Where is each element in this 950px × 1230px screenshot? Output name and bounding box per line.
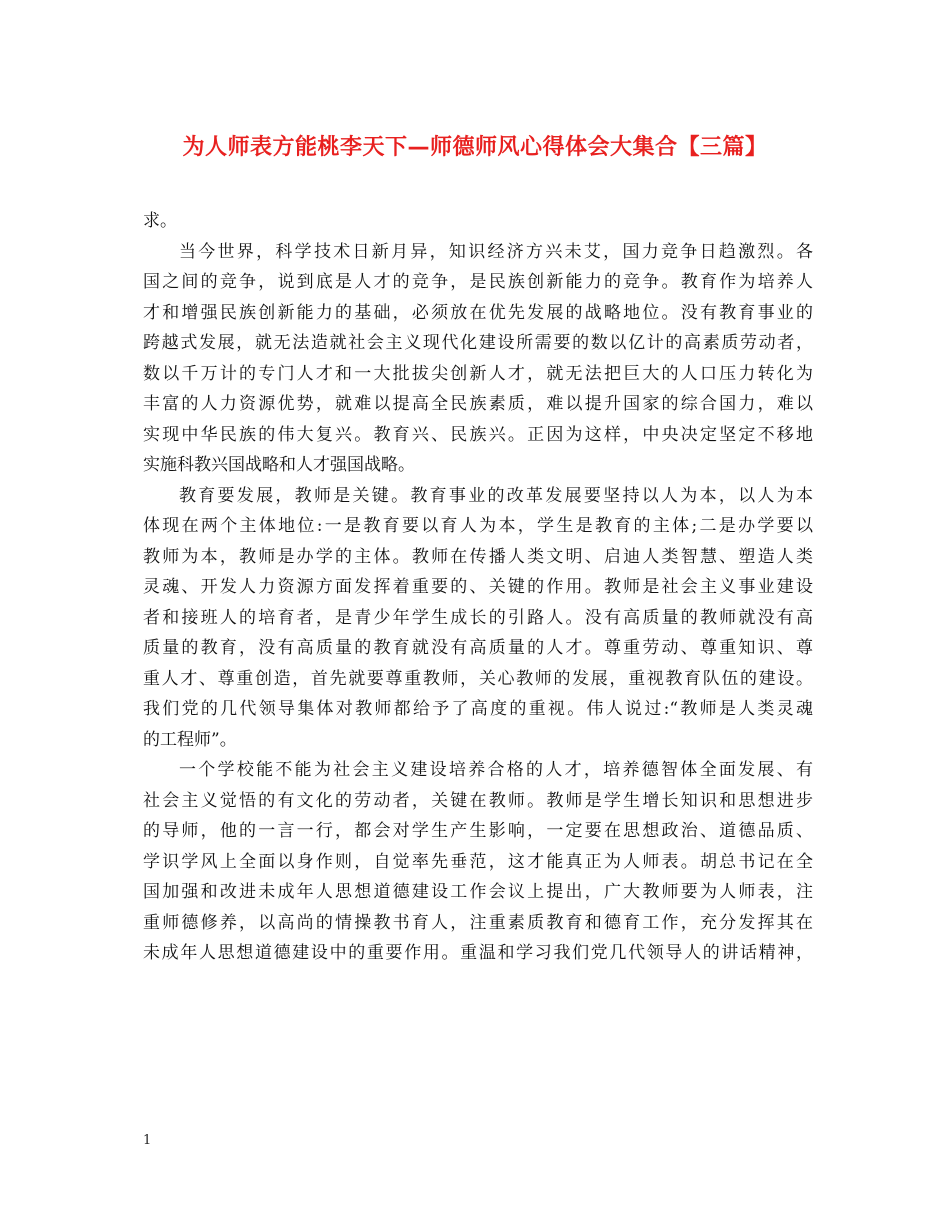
body-line: 社会主义觉悟的有文化的劳动者，关键在教师。教师是学生增长知识和思想进步 <box>143 790 813 811</box>
body-line: 的工程师”。 <box>143 729 237 750</box>
body-line: 求。 <box>143 211 177 231</box>
body-line: 学识学风上全面以身作则，自觉率先垂范，这才能真正为人师表。胡总书记在全 <box>143 851 813 872</box>
page-number: 1 <box>143 1133 152 1148</box>
body-line: 教师为本，教师是办学的主体。教师在传播人类文明、启迪人类智慧、塑造人类 <box>143 546 813 567</box>
body-line: 者和接班人的培育者，是青少年学生成长的引路人。没有高质量的教师就没有高 <box>143 607 813 628</box>
body-line: 我们党的几代领导集体对教师都给予了高度的重视。伟人说过:“教师是人类灵魂 <box>143 699 813 719</box>
body-line: 未成年人思想道德建设中的重要作用。重温和学习我们党几代领导人的讲话精神， <box>143 943 813 963</box>
body-line: 国之间的竞争，说到底是人才的竞争，是民族创新能力的竞争。教育作为培养人 <box>143 272 813 292</box>
body-line: 重师德修养，以高尚的情操教书育人，注重素质教育和德育工作，充分发挥其在 <box>143 912 813 933</box>
body-line: 质量的教育，没有高质量的教育就没有高质量的人才。尊重劳动、尊重知识、尊 <box>143 638 813 658</box>
body-line: 体现在两个主体地位:一是教育要以育人为本，学生是教育的主体;二是办学要以 <box>143 516 813 536</box>
body-line: 的导师，他的一言一行，都会对学生产生影响，一定要在思想政治、道德品质、 <box>143 821 813 841</box>
document-body <box>143 206 813 969</box>
body-line: 实现中华民族的伟大复兴。教育兴、民族兴。正因为这样，中央决定坚定不移地 <box>143 424 813 445</box>
document-title: 为人师表方能桃李天下—师德师风心得体会大集合【三篇】 <box>182 135 768 160</box>
body-line: 重人才、尊重创造，首先就要尊重教师，关心教师的发展，重视教育队伍的建设。 <box>143 668 813 689</box>
body-line: 一个学校能不能为社会主义建设培养合格的人才，培养德智体全面发展、有 <box>179 760 813 780</box>
body-line: 灵魂、开发人力资源方面发挥着重要的、关键的作用。教师是社会主义事业建设 <box>143 577 813 597</box>
body-line: 实施科教兴国战略和人才强国战略。 <box>143 455 415 475</box>
body-line: 才和增强民族创新能力的基础，必须放在优先发展的战略地位。没有教育事业的 <box>143 302 813 323</box>
body-line: 数以千万计的专门人才和一大批拔尖创新人才，就无法把巨大的人口压力转化为 <box>143 363 813 384</box>
body-line: 丰富的人力资源优势，就难以提高全民族素质，难以提升国家的综合国力，难以 <box>143 394 813 414</box>
body-line: 教育要发展，教师是关键。教育事业的改革发展要坚持以人为本，以人为本 <box>179 485 813 506</box>
body-line: 跨越式发展，就无法造就社会主义现代化建设所需要的数以亿计的高素质劳动者， <box>143 333 813 353</box>
body-line: 国加强和改进未成年人思想道德建设工作会议上提出，广大教师要为人师表，注 <box>143 882 813 902</box>
body-line: 当今世界，科学技术日新月异，知识经济方兴未艾，国力竞争日趋激烈。各 <box>179 241 813 262</box>
